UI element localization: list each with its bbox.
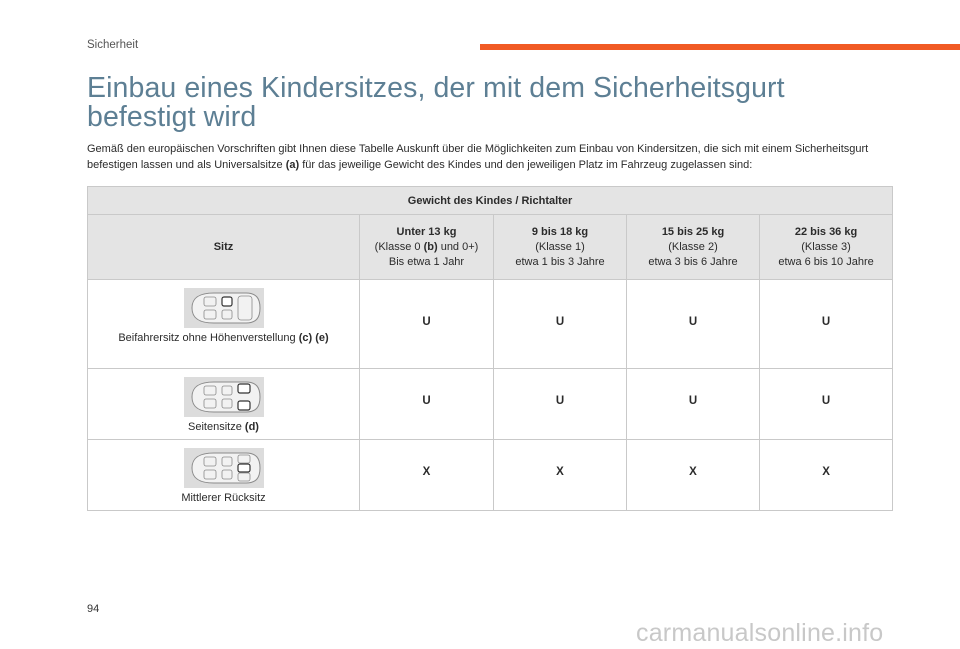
table-row [88,280,893,369]
table-cell: X [760,440,893,511]
seat-column-header: Sitz [88,215,360,280]
seat-label: Beifahrersitz ohne Höhenverstellung (c) (e) [118,332,329,344]
table-cell: U [760,280,893,369]
section-label: Sicherheit [87,39,139,51]
page-number: 94 [87,603,100,615]
table-cell: U [760,369,893,440]
weight-column-header: 15 bis 25 kg (Klasse 2) etwa 3 bis 6 Jahre [627,215,760,280]
car-rear-side-seats-icon [184,377,264,417]
weight-column-header: 22 bis 36 kg (Klasse 3) etwa 6 bis 10 Jahre [760,215,893,280]
table-cell: U [494,280,627,369]
section-accent-bar [480,44,960,50]
table-row [88,440,893,511]
weight-column-header: Unter 13 kg (Klasse 0 (b) und 0+) Bis etwa 1 Jahr [360,215,494,280]
seat-label: Mittlerer Rücksitz [181,492,266,504]
watermark: carmanualsonline.info [636,619,884,647]
table-cell: U [494,369,627,440]
seat-cell [88,280,360,369]
table-cell: U [360,280,494,369]
table-cell: U [627,280,760,369]
page-title: Einbau eines Kindersitzes, der mit dem Sicherheitsgurt befestigt wird [87,72,785,133]
seat-cell [88,369,360,440]
table-cell: X [494,440,627,511]
seat-cell [88,440,360,511]
weight-column-header: 9 bis 18 kg (Klasse 1) etwa 1 bis 3 Jahre [494,215,627,280]
table-cell: U [627,369,760,440]
table-cell: X [360,440,494,511]
table-group-header: Gewicht des Kindes / Richtalter [88,187,893,215]
car-rear-middle-seat-icon [184,448,264,488]
car-front-passenger-seat-icon [184,288,264,328]
child-seat-table [87,186,893,511]
intro-paragraph: Gemäß den europäischen Vorschriften gibt Ihnen diese Tabelle Auskunft über die Möglichkeiten zum Einbau von Kindersitzen, die sich mit einem Sicherheitsgurt befestigen lassen und als Universalsitze (a) für das jeweilige Gewicht des Kindes und den jeweiligen Platz im Fahrzeug zugelassen sind: [87,143,869,171]
table-row [88,369,893,440]
seat-label: Seitensitze (d) [188,421,259,433]
table-cell: U [360,369,494,440]
table-cell: X [627,440,760,511]
footnote-ref-a: (a) [285,159,300,171]
